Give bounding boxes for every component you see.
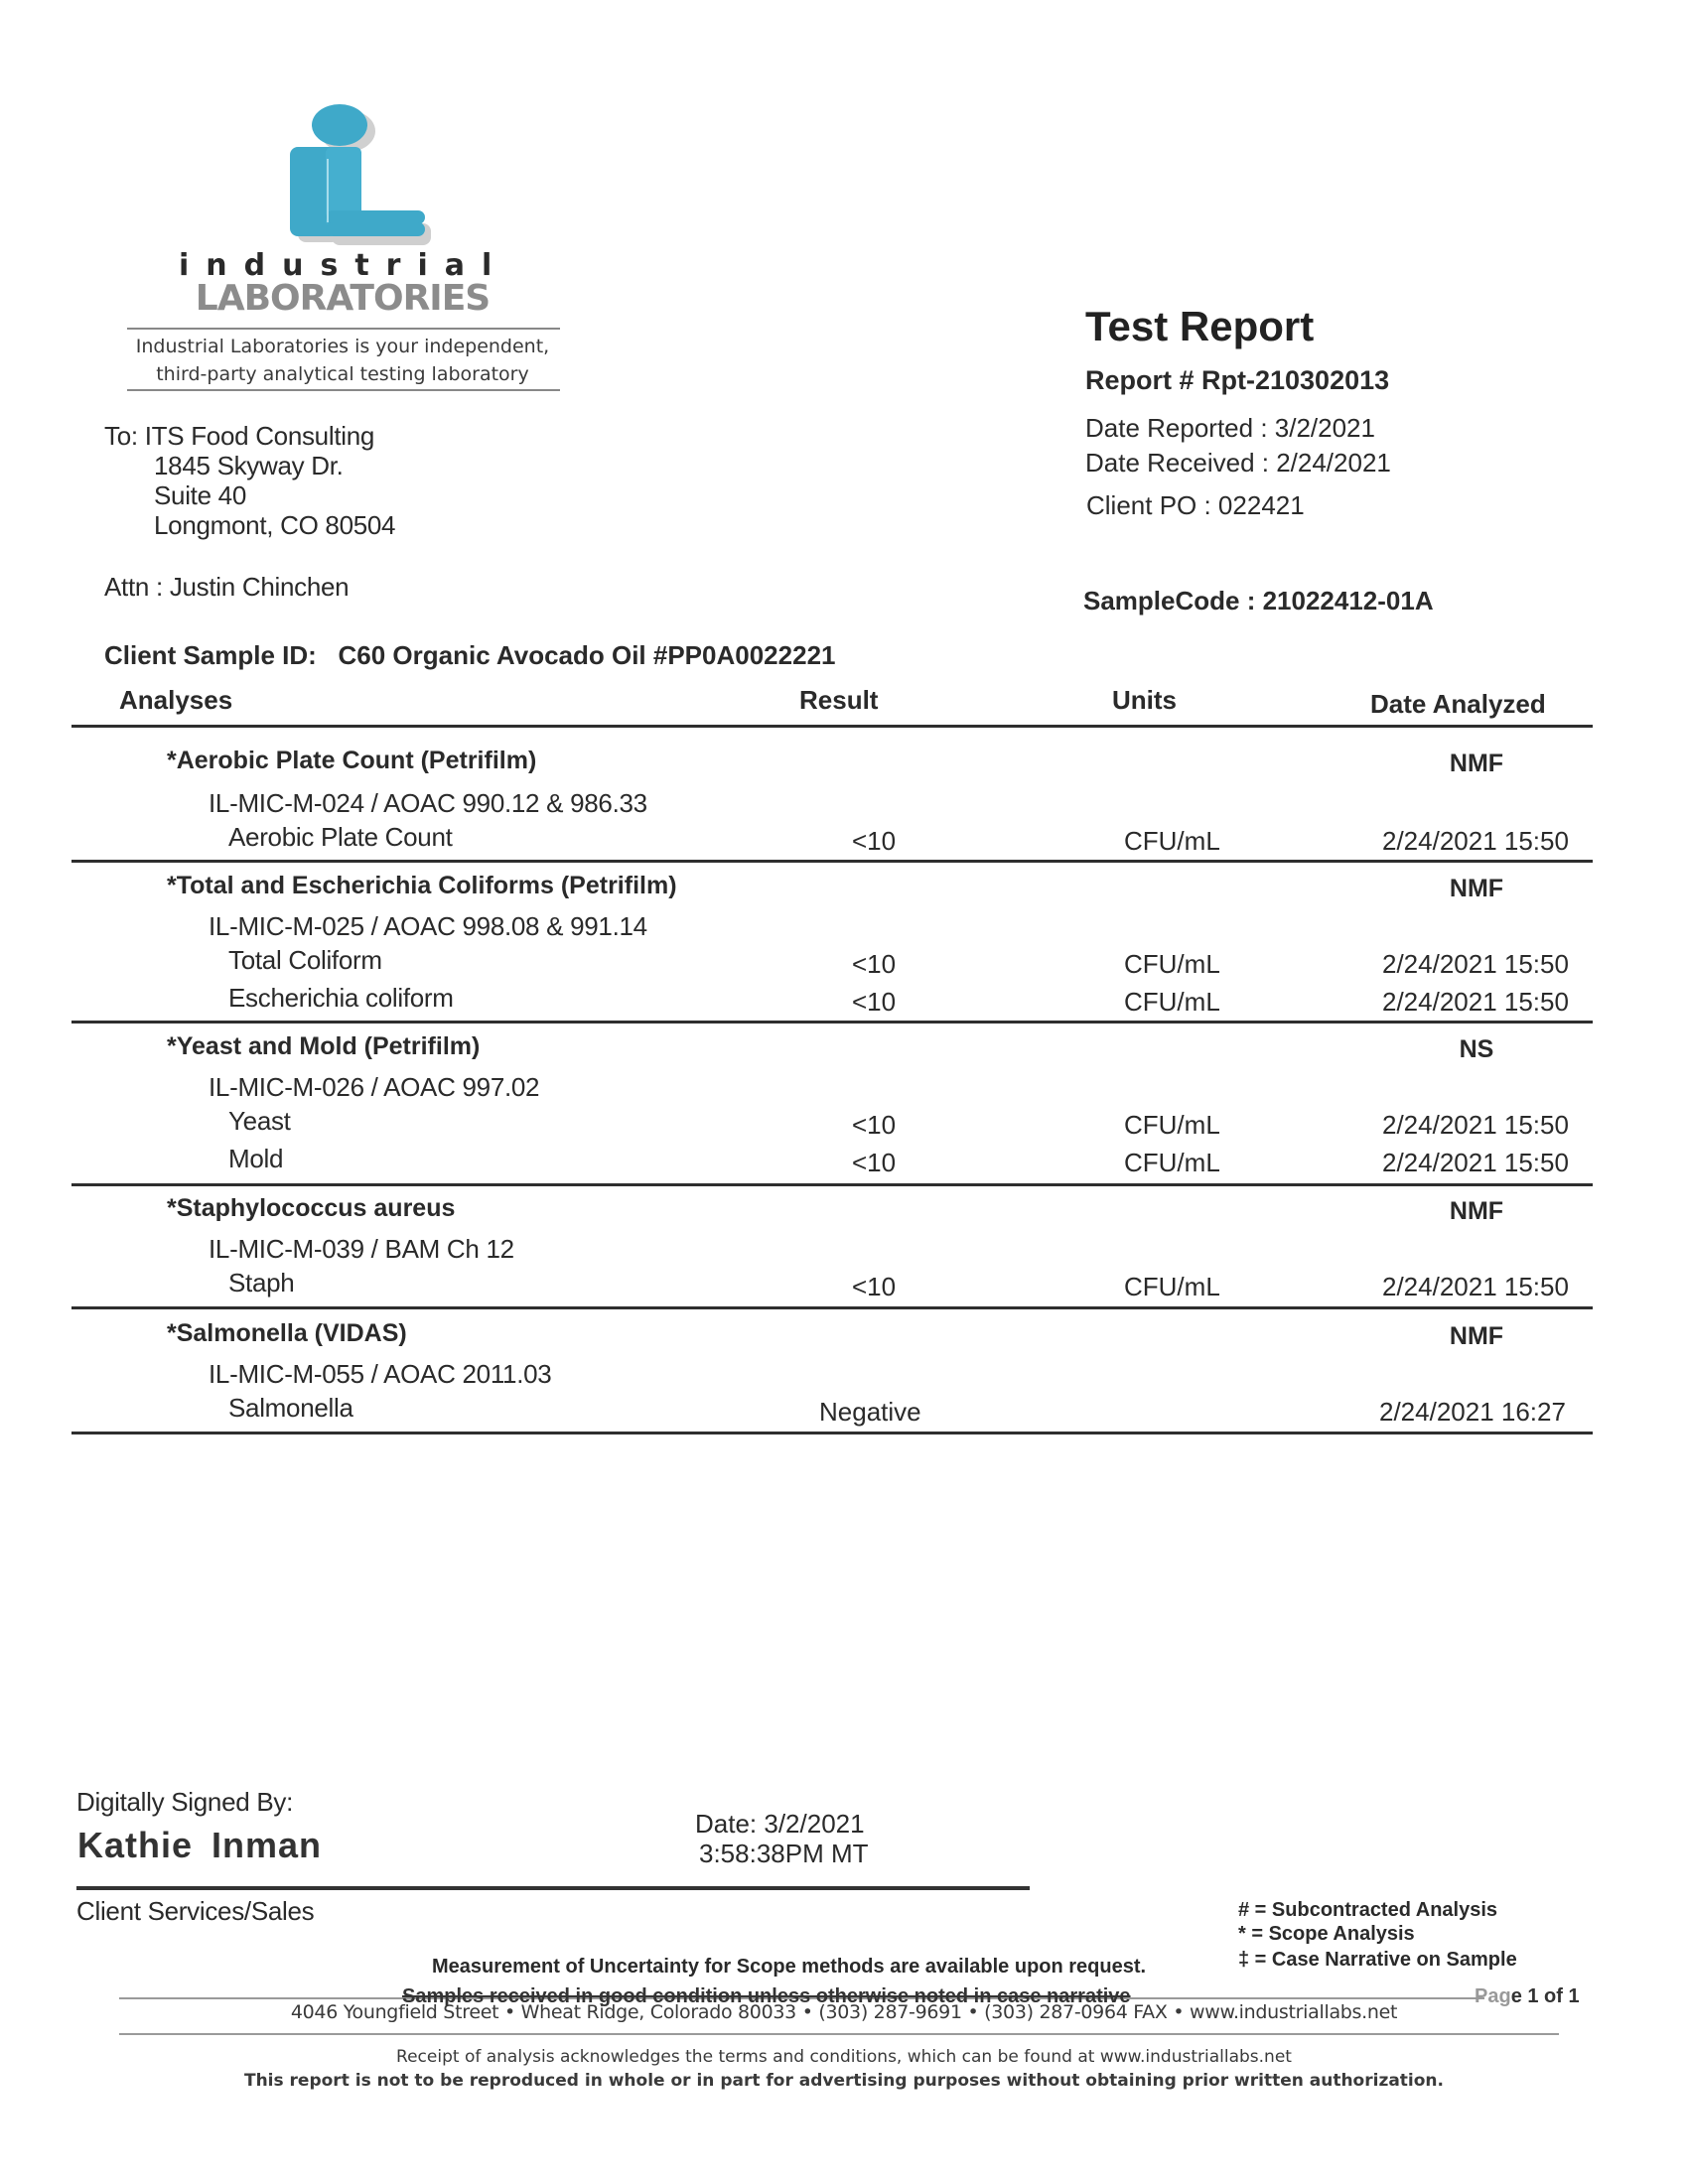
logo-tagline xyxy=(124,333,561,388)
page-label-faded: Pag xyxy=(1475,1985,1511,2007)
result-value: <10 xyxy=(852,1148,897,1177)
date-analyzed-value: 2/24/2021 15:50 xyxy=(1382,949,1569,979)
group-title: *Staphylococcus aureus xyxy=(167,1194,456,1222)
client-sample-id-value: C60 Organic Avocado Oil #PP0A0022221 xyxy=(338,640,836,670)
client-sample-id-label: Client Sample ID: xyxy=(104,640,317,670)
units-value: CFU/mL xyxy=(1124,1110,1220,1140)
method-reference: IL-MIC-M-024 / AOAC 990.12 & 986.33 xyxy=(209,788,647,818)
column-header-analyses: Analyses xyxy=(119,685,233,715)
lab-address: 4046 Youngfield Street • Wheat Ridge, Colorado 80033 • (303) 287-9691 • (303) 287-0964 FAX • www.industriallabs.net xyxy=(290,2001,1398,2023)
units-value: CFU/mL xyxy=(1124,826,1220,856)
logo-divider-bottom xyxy=(127,389,560,391)
legend-subcontracted: # = Subcontracted Analysis xyxy=(1238,1899,1498,1921)
result-value: <10 xyxy=(852,1110,897,1140)
uncertainty-note: Measurement of Uncertainty for Scope methods are available upon request. xyxy=(432,1956,1147,1978)
analyte-name: Escherichia coliform xyxy=(228,983,454,1013)
analyte-name: Aerobic Plate Count xyxy=(228,822,453,852)
client-po: Client PO : 022421 xyxy=(1086,490,1305,520)
legend-scope: * = Scope Analysis xyxy=(1238,1923,1415,1945)
logo-divider xyxy=(127,328,560,330)
result-value: <10 xyxy=(852,826,897,856)
report-number: Report # Rpt-210302013 xyxy=(1085,365,1390,395)
column-header-result: Result xyxy=(799,685,879,715)
page-title: Test Report xyxy=(1085,303,1315,349)
table-header-divider xyxy=(71,725,1593,728)
signature-datetime xyxy=(695,1809,869,1868)
legend-case-narrative: ‡ = Case Narrative on Sample xyxy=(1238,1949,1517,1971)
status-flag: NMF xyxy=(1449,1197,1504,1225)
group-divider xyxy=(71,1021,1593,1024)
date-analyzed-value: 2/24/2021 15:50 xyxy=(1382,987,1569,1017)
analyte-name: Mold xyxy=(228,1144,284,1173)
recipient-address-1: 1845 Skyway Dr. xyxy=(154,451,344,480)
group-title: *Yeast and Mold (Petrifilm) xyxy=(167,1032,481,1060)
attn-line: Attn : Justin Chinchen xyxy=(104,572,350,602)
column-header-date-analyzed: Date Analyzed xyxy=(1370,689,1546,719)
units-value: CFU/mL xyxy=(1124,1272,1220,1301)
result-value: Negative xyxy=(819,1397,921,1427)
group-title: *Total and Escherichia Coliforms (Petrifilm) xyxy=(167,872,677,899)
to-label: To: xyxy=(104,421,138,451)
terms-notice: Receipt of analysis acknowledges the terms and conditions, which can be found at www.industriallabs.net xyxy=(396,2047,1292,2067)
analyte-name: Yeast xyxy=(228,1106,291,1136)
method-reference: IL-MIC-M-039 / BAM Ch 12 xyxy=(209,1234,514,1264)
date-analyzed-value: 2/24/2021 15:50 xyxy=(1382,1272,1569,1301)
units-value: CFU/mL xyxy=(1124,987,1220,1017)
result-value: <10 xyxy=(852,1272,897,1301)
result-value: <10 xyxy=(852,949,897,979)
method-reference: IL-MIC-M-025 / AOAC 998.08 & 991.14 xyxy=(209,911,647,941)
date-analyzed-value: 2/24/2021 15:50 xyxy=(1382,1110,1569,1140)
signer-name: Kathie Inman xyxy=(77,1825,323,1865)
table-bottom-divider xyxy=(71,1432,1593,1434)
date-analyzed-value: 2/24/2021 15:50 xyxy=(1382,1148,1569,1177)
logo-wordmark-laboratories: LABORATORIES xyxy=(195,278,491,319)
status-flag: NS xyxy=(1459,1035,1494,1063)
signature-label: Digitally Signed By: xyxy=(76,1787,293,1817)
tagline-line-2: third-party analytical testing laboratory xyxy=(156,363,529,385)
group-title: *Salmonella (VIDAS) xyxy=(167,1319,407,1347)
samples-condition-note: Samples received in good condition unless otherwise noted in case narrative xyxy=(402,1985,1131,2007)
tagline-line-1: Industrial Laboratories is your independent, xyxy=(135,336,550,357)
group-divider xyxy=(71,1306,1593,1309)
result-value: <10 xyxy=(852,987,897,1017)
signature-date: Date: 3/2/2021 xyxy=(695,1809,865,1839)
status-flag: NMF xyxy=(1449,875,1504,902)
logo-wordmark-industrial: industrial xyxy=(179,248,509,283)
reproduction-notice: This report is not to be reproduced in whole or in part for advertising purposes without obtaining prior written authorization. xyxy=(243,2071,1444,2091)
group-divider xyxy=(71,860,1593,863)
client-sample-id xyxy=(104,640,835,671)
method-reference: IL-MIC-M-026 / AOAC 997.02 xyxy=(209,1072,540,1102)
signer-role: Client Services/Sales xyxy=(76,1896,315,1926)
recipient-address-2: Suite 40 xyxy=(154,480,247,510)
signature-line xyxy=(76,1886,1030,1890)
date-analyzed-value: 2/24/2021 15:50 xyxy=(1382,826,1569,856)
method-reference: IL-MIC-M-055 / AOAC 2011.03 xyxy=(209,1359,552,1389)
group-title: *Aerobic Plate Count (Petrifilm) xyxy=(167,747,537,774)
analyte-name: Total Coliform xyxy=(228,945,382,975)
sample-code: SampleCode : 21022412-01A xyxy=(1083,586,1434,615)
date-analyzed-value: 2/24/2021 16:27 xyxy=(1379,1397,1566,1427)
status-flag: NMF xyxy=(1449,1322,1504,1350)
units-value: CFU/mL xyxy=(1124,949,1220,979)
units-value: CFU/mL xyxy=(1124,1148,1220,1177)
analyte-name: Staph xyxy=(228,1268,295,1297)
footer-divider-bottom xyxy=(119,2033,1559,2035)
analyte-name: Salmonella xyxy=(228,1393,353,1423)
recipient-block xyxy=(104,421,374,452)
symbol-legend xyxy=(1238,1898,1517,1972)
group-divider xyxy=(71,1183,1593,1186)
status-flag: NMF xyxy=(1449,750,1504,777)
column-header-units: Units xyxy=(1112,685,1177,715)
industrial-labs-logo-icon xyxy=(278,99,437,248)
date-reported: Date Reported : 3/2/2021 xyxy=(1085,413,1375,443)
signature-time: 3:58:38PM MT xyxy=(699,1839,869,1868)
page-label-rest: e 1 of 1 xyxy=(1510,1985,1580,2007)
recipient-city-state-zip: Longmont, CO 80504 xyxy=(154,510,396,540)
date-received: Date Received : 2/24/2021 xyxy=(1085,448,1391,478)
recipient-company: ITS Food Consulting xyxy=(144,421,375,451)
